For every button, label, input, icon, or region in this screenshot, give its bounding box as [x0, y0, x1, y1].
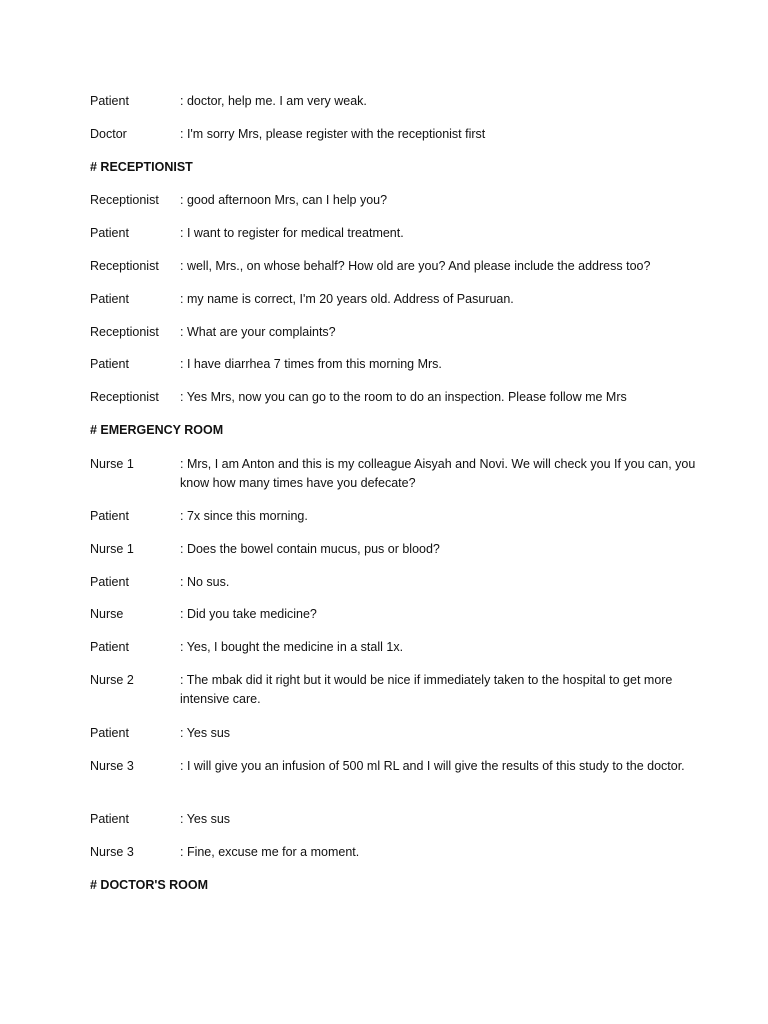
dialogue-text: : The mbak did it right but it would be nice if immediately taken to the hospital to get more intensive care. — [180, 673, 673, 706]
speaker-label: Patient — [90, 292, 129, 306]
dialogue-line — [90, 191, 700, 210]
dialogue-text: : Fine, excuse me for a moment. — [180, 845, 360, 859]
speaker-label: Nurse 1 — [90, 542, 134, 556]
dialogue-line — [90, 125, 700, 144]
dialogue-text: : I want to register for medical treatment. — [180, 226, 404, 240]
dialogue-text: : I have diarrhea 7 times from this morning Mrs. — [180, 357, 442, 371]
section-heading-doctors-room: # DOCTOR'S ROOM — [90, 878, 209, 892]
dialogue-text: : Did you take medicine? — [180, 607, 317, 621]
speaker-label: Nurse — [90, 607, 124, 621]
dialogue-line — [90, 455, 700, 493]
dialogue-text: : Does the bowel contain mucus, pus or blood? — [180, 542, 440, 556]
dialogue-text: : What are your complaints? — [180, 325, 336, 339]
dialogue-text: : 7x since this morning. — [180, 509, 308, 523]
speaker-label: Receptionist — [90, 193, 159, 207]
dialogue-text: : well, Mrs., on whose behalf? How old are you? And please include the address too? — [180, 259, 651, 273]
speaker-label: Patient — [90, 726, 129, 740]
dialogue-line — [90, 355, 700, 374]
speaker-label: Patient — [90, 226, 129, 240]
dialogue-text: : my name is correct, I'm 20 years old. Address of Pasuruan. — [180, 292, 514, 306]
dialogue-line — [90, 810, 700, 829]
dialogue-text: : Mrs, I am Anton and this is my colleague Aisyah and Novi. We will check you If you can, you know how many times have you defecate? — [180, 457, 696, 490]
dialogue-line — [90, 92, 700, 111]
speaker-label: Nurse 3 — [90, 845, 134, 859]
speaker-label: Receptionist — [90, 259, 159, 273]
section-heading-receptionist: # RECEPTIONIST — [90, 160, 193, 174]
dialogue-text: : Yes, I bought the medicine in a stall 1x. — [180, 640, 404, 654]
section-heading-emergency-room: # EMERGENCY ROOM — [90, 423, 224, 437]
dialogue-line — [90, 671, 700, 709]
dialogue-text: : No sus. — [180, 575, 230, 589]
dialogue-line — [90, 724, 700, 743]
dialogue-line — [90, 507, 700, 526]
dialogue-line — [90, 290, 700, 309]
dialogue-text: : I'm sorry Mrs, please register with the receptionist first — [180, 127, 486, 141]
dialogue-line — [90, 323, 700, 342]
dialogue-line — [90, 257, 700, 276]
dialogue-line — [90, 224, 700, 243]
speaker-label: Patient — [90, 357, 129, 371]
speaker-label: Doctor — [90, 127, 127, 141]
dialogue-text: : Yes Mrs, now you can go to the room to do an inspection. Please follow me Mrs — [180, 390, 627, 404]
dialogue-line — [90, 573, 700, 592]
dialogue-line — [90, 843, 700, 862]
speaker-label: Patient — [90, 94, 129, 108]
dialogue-line — [90, 757, 700, 776]
dialogue-text: : Yes sus — [180, 726, 231, 740]
speaker-label: Nurse 1 — [90, 457, 134, 471]
dialogue-line — [90, 540, 700, 559]
dialogue-line — [90, 388, 700, 407]
speaker-label: Receptionist — [90, 390, 159, 404]
dialogue-text: : good afternoon Mrs, can I help you? — [180, 193, 388, 207]
speaker-label: Patient — [90, 575, 129, 589]
speaker-label: Nurse 2 — [90, 673, 134, 687]
speaker-label: Patient — [90, 509, 129, 523]
speaker-label: Patient — [90, 812, 129, 826]
speaker-label: Nurse 3 — [90, 759, 134, 773]
dialogue-text: : I will give you an infusion of 500 ml RL and I will give the results of this study to the doctor. — [180, 759, 685, 773]
dialogue-line — [90, 605, 700, 624]
speaker-label: Patient — [90, 640, 129, 654]
dialogue-line — [90, 638, 700, 657]
dialogue-text: : doctor, help me. I am very weak. — [180, 94, 367, 108]
dialogue-text: : Yes sus — [180, 812, 231, 826]
speaker-label: Receptionist — [90, 325, 159, 339]
